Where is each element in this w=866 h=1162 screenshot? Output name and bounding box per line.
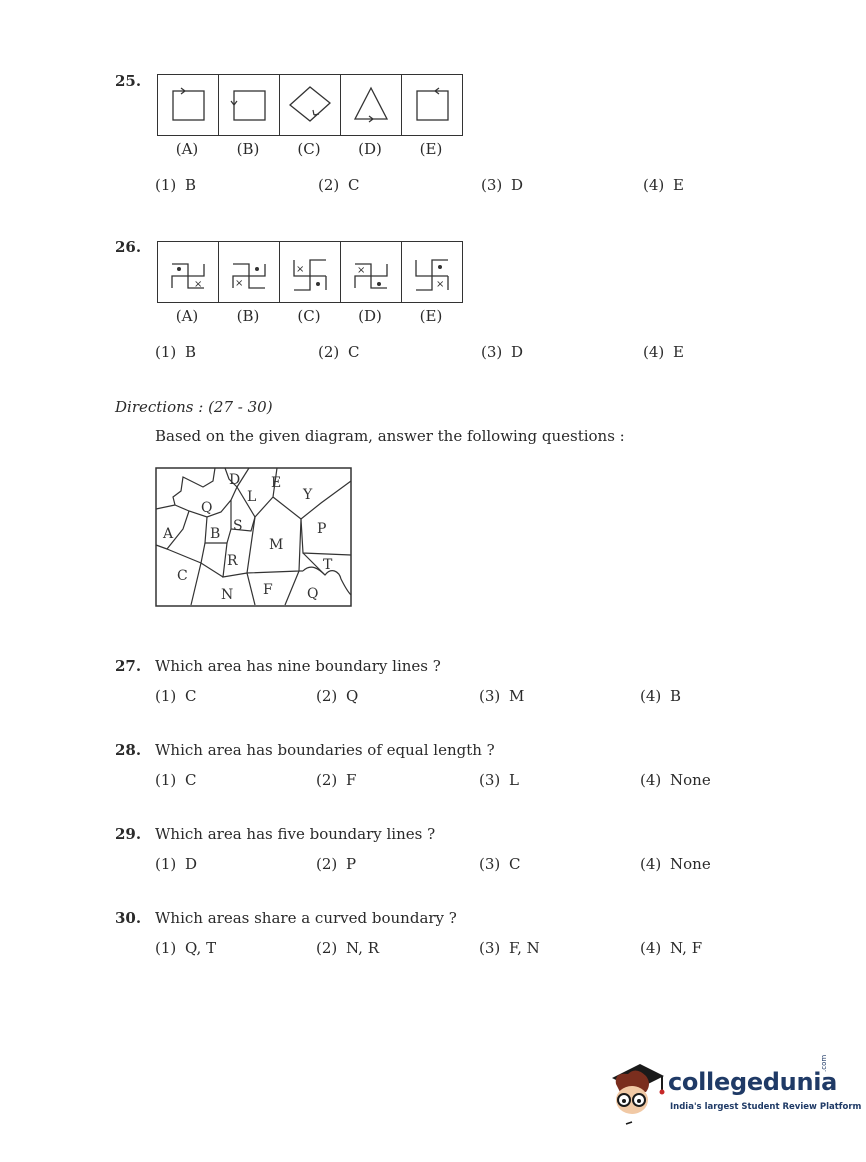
question-29-text: Which area has five boundary lines ?	[155, 825, 436, 843]
q26-label-e: (E)	[419, 307, 443, 325]
question-30-text: Which areas share a curved boundary ?	[155, 909, 457, 927]
q25-figure-b	[219, 75, 280, 135]
region-label-d: D	[229, 472, 241, 488]
question-27-number: 27.	[115, 657, 142, 675]
q30-option-2[interactable]: (2) N, R	[316, 939, 379, 957]
logo-tagline: India's largest Student Review Platform	[670, 1102, 862, 1112]
region-label-q-top: Q	[201, 500, 213, 516]
q30-option-1[interactable]: (1) Q, T	[155, 939, 217, 957]
question-29-number: 29.	[115, 825, 142, 843]
svg-text:×: ×	[235, 278, 244, 289]
q26-label-c: (C)	[297, 307, 321, 325]
q26-label-d: (D)	[358, 307, 382, 325]
q25-label-d: (D)	[358, 140, 382, 158]
svg-text:×: ×	[436, 279, 445, 290]
q25-option-3[interactable]: (3) D	[481, 176, 524, 194]
q26-option-4[interactable]: (4) E	[643, 343, 684, 361]
q26-label-b: (B)	[236, 307, 260, 325]
region-label-y: Y	[303, 487, 313, 503]
q26-option-3[interactable]: (3) D	[481, 343, 524, 361]
question-25-number: 25.	[115, 72, 142, 90]
question-26-figure-series	[157, 241, 463, 303]
q29-option-1[interactable]: (1) D	[155, 855, 198, 873]
logo-wordmark: collegedunia	[668, 1068, 838, 1096]
q25-option-1[interactable]: (1) B	[155, 176, 197, 194]
q28-option-4[interactable]: (4) None	[640, 771, 711, 789]
region-label-m: M	[269, 537, 284, 553]
region-label-q-bottom: Q	[307, 586, 319, 602]
region-label-r: R	[227, 553, 238, 569]
q28-option-1[interactable]: (1) C	[155, 771, 197, 789]
q26-figure-e	[402, 242, 462, 302]
svg-text:×: ×	[357, 265, 366, 276]
directions-title: Directions : (27 - 30)	[115, 398, 273, 416]
q29-option-2[interactable]: (2) P	[316, 855, 357, 873]
q25-figure-c	[280, 75, 341, 135]
svg-text:×: ×	[296, 264, 305, 275]
region-label-a: A	[163, 526, 174, 542]
region-label-s: S	[233, 518, 243, 534]
q25-figure-a	[158, 75, 219, 135]
region-diagram	[155, 467, 353, 609]
q26-figure-d	[341, 242, 402, 302]
directions-text: Based on the given diagram, answer the following questions :	[155, 427, 625, 445]
q28-option-2[interactable]: (2) F	[316, 771, 357, 789]
q29-option-3[interactable]: (3) C	[479, 855, 521, 873]
q25-option-2[interactable]: (2) C	[318, 176, 360, 194]
q27-option-1[interactable]: (1) C	[155, 687, 197, 705]
svg-text:×: ×	[194, 279, 203, 290]
q26-figure-b	[219, 242, 280, 302]
q28-option-3[interactable]: (3) L	[479, 771, 519, 789]
question-27-text: Which area has nine boundary lines ?	[155, 657, 441, 675]
q26-label-a: (A)	[175, 307, 199, 325]
region-label-f: F	[263, 582, 273, 598]
question-26-number: 26.	[115, 238, 142, 256]
q25-label-a: (A)	[175, 140, 199, 158]
region-label-t: T	[323, 557, 333, 573]
question-30-number: 30.	[115, 909, 142, 927]
region-label-p: P	[317, 521, 327, 537]
q25-label-c: (C)	[297, 140, 321, 158]
question-28-text: Which area has boundaries of equal length ?	[155, 741, 495, 759]
mascot-icon	[606, 1056, 666, 1126]
region-label-c: C	[177, 568, 188, 584]
logo-domain-suffix: .com	[820, 1054, 828, 1072]
q25-figure-d	[341, 75, 402, 135]
region-label-b: B	[210, 526, 221, 542]
q26-option-2[interactable]: (2) C	[318, 343, 360, 361]
q25-option-4[interactable]: (4) E	[643, 176, 684, 194]
question-28-number: 28.	[115, 741, 142, 759]
q30-option-4[interactable]: (4) N, F	[640, 939, 703, 957]
q26-option-1[interactable]: (1) B	[155, 343, 197, 361]
q25-figure-e	[402, 75, 462, 135]
q25-label-b: (B)	[236, 140, 260, 158]
q26-figure-c	[280, 242, 341, 302]
q27-option-4[interactable]: (4) B	[640, 687, 682, 705]
region-label-l: L	[247, 489, 257, 505]
region-label-e: E	[271, 475, 282, 491]
question-25-figure-series	[157, 74, 463, 136]
q29-option-4[interactable]: (4) None	[640, 855, 711, 873]
collegedunia-logo[interactable]	[606, 1052, 862, 1132]
q27-option-2[interactable]: (2) Q	[316, 687, 359, 705]
q26-figure-a	[158, 242, 219, 302]
q25-label-e: (E)	[419, 140, 443, 158]
q27-option-3[interactable]: (3) M	[479, 687, 525, 705]
q30-option-3[interactable]: (3) F, N	[479, 939, 540, 957]
region-label-n: N	[221, 587, 234, 603]
